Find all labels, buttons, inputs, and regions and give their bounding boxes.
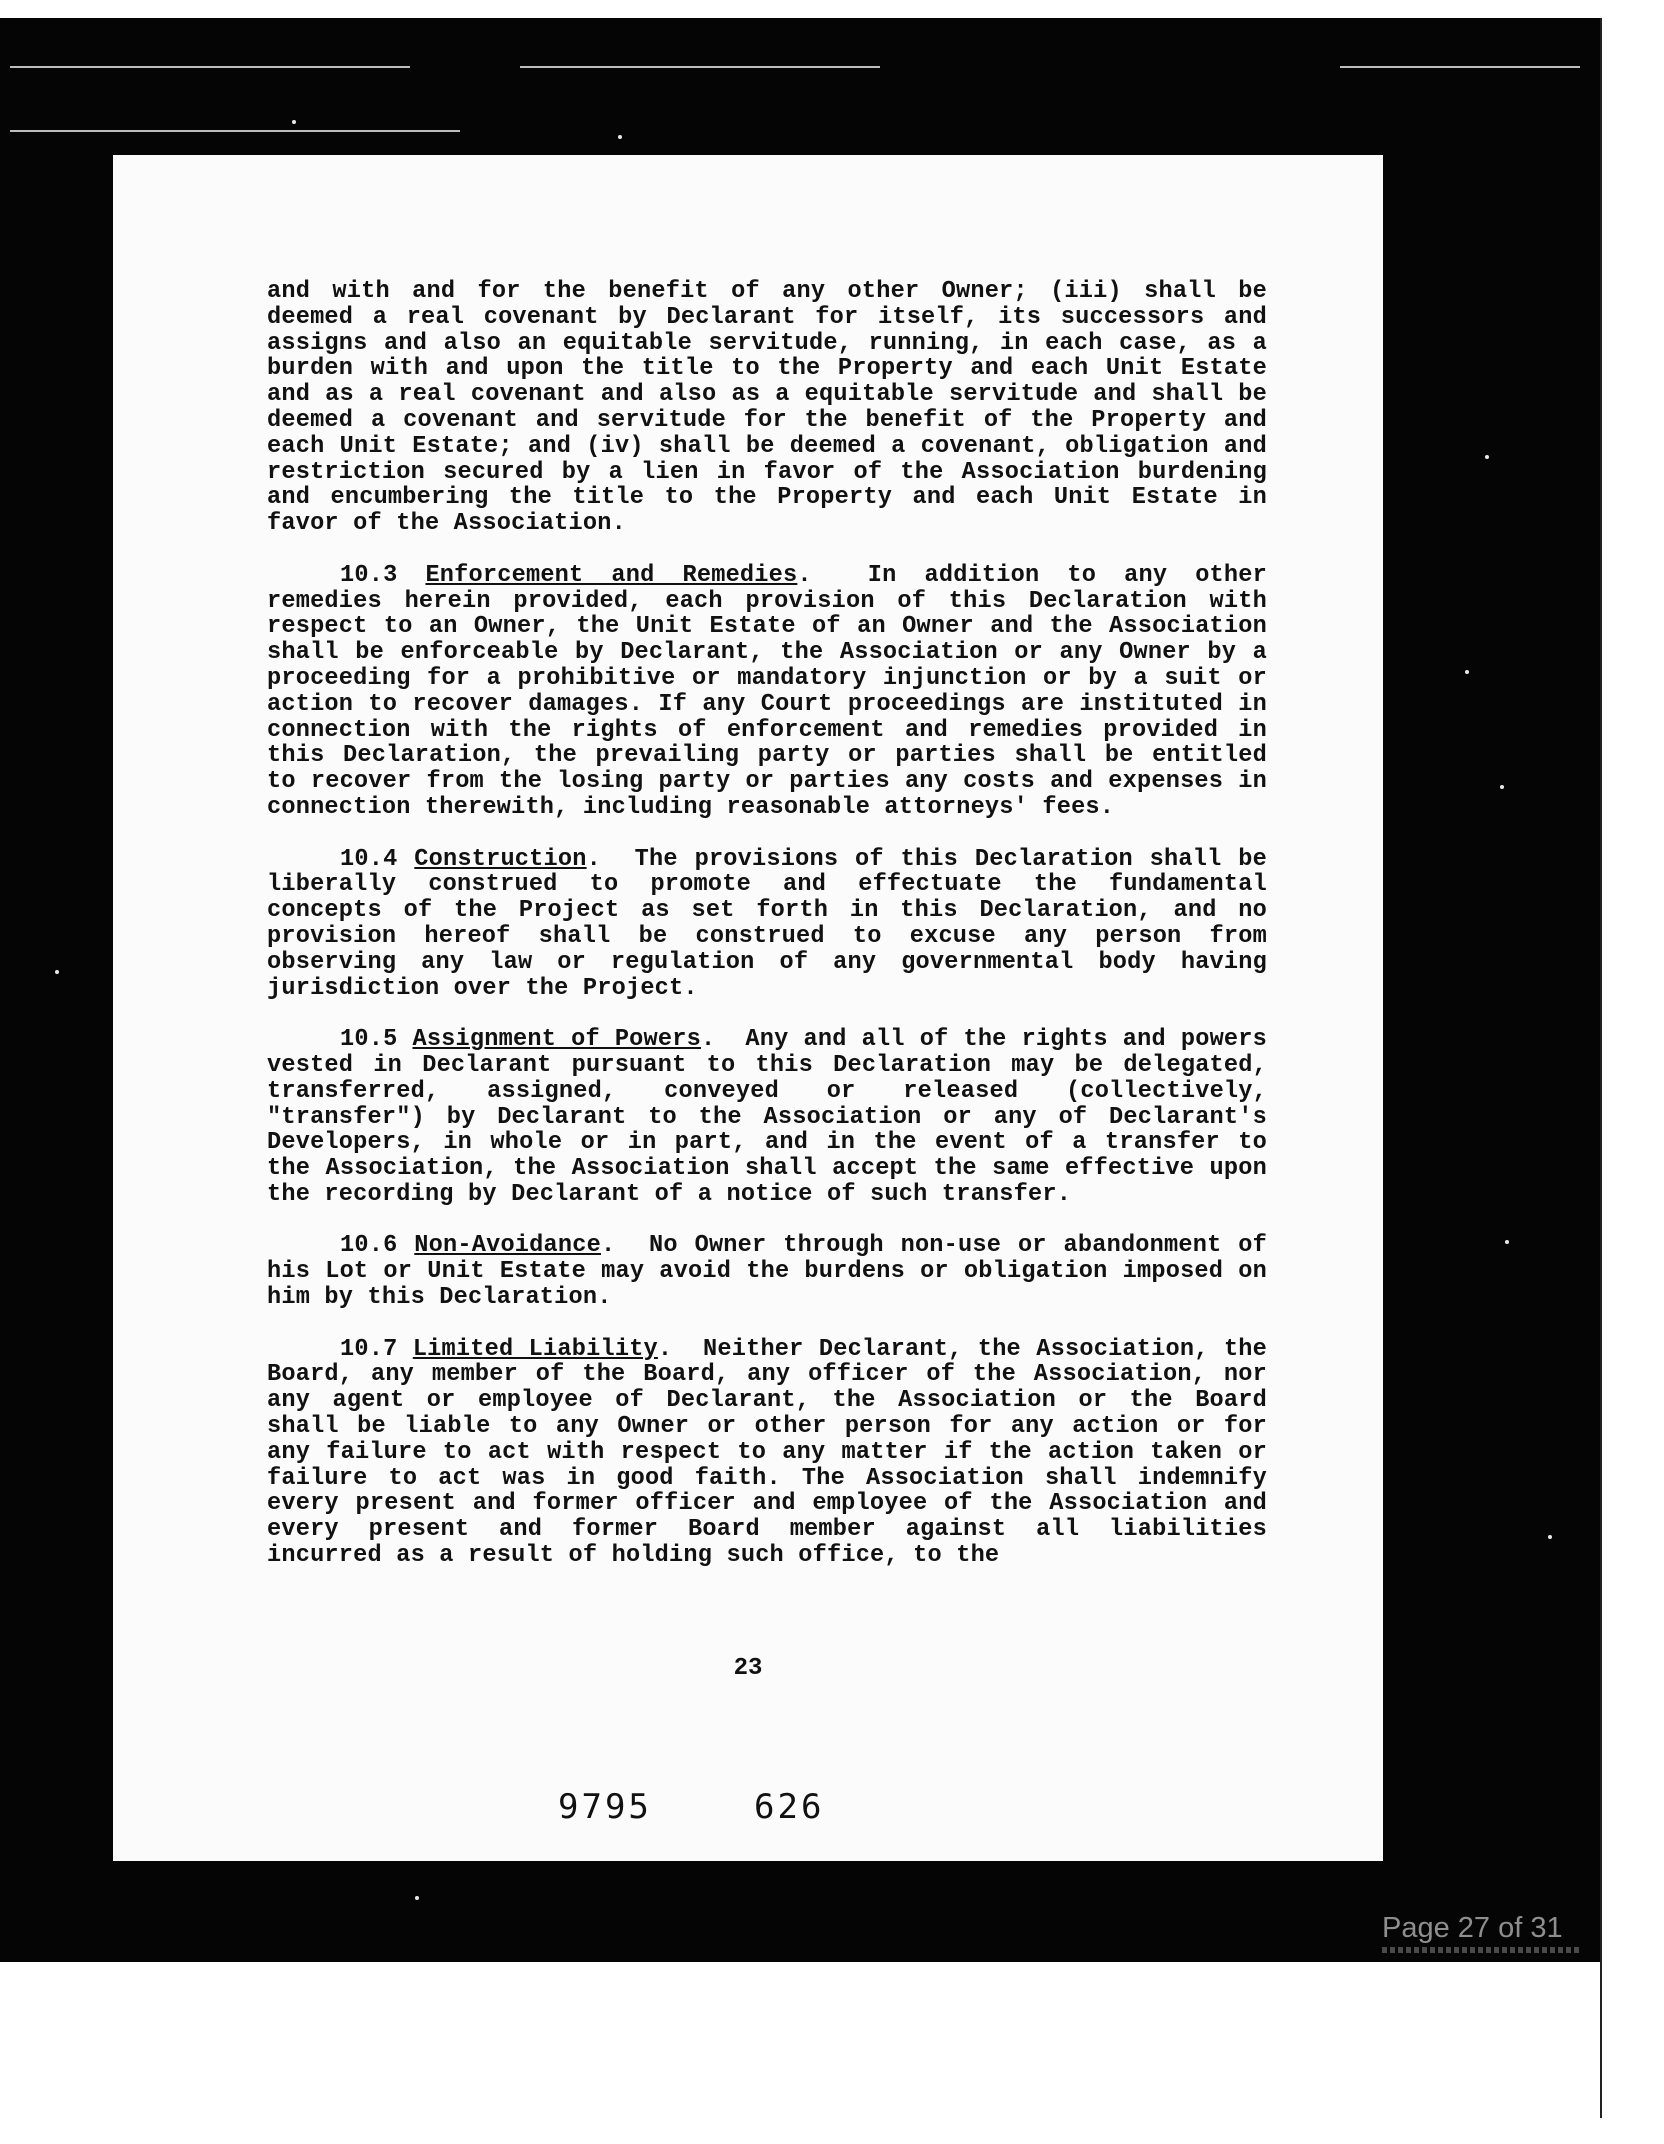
section-number: 10.5	[340, 1026, 398, 1054]
section-10-5: 10.5 Assignment of Powers. Any and all of the rights and powers vested in Declarant pursuant to this Declaration may be delegated, transferred, assigned, conveyed or released (collectively, "transfer") by Declarant to the Association or any of Declarant's Developers, in whole or in part, and in the event of a transfer to the Association, the Association shall accept the same effective upon the recording by Declarant of a notice of such transfer.	[267, 1026, 1267, 1208]
scan-speck	[618, 135, 622, 139]
section-heading: Construction	[414, 845, 587, 873]
section-10-6: 10.6 Non-Avoidance. No Owner through non-use or abandonment of his Lot or Unit Estate may avoid the burdens or obligation imposed on him by this Declaration.	[267, 1232, 1268, 1312]
section-text: In addition to any other remedies herein provided, each provision of this Declaration with respect to an Owner, the Unit Estate of an Owner and the Association shall be enforceable by Declarant, the Association or any Owner by a proceeding for a prohibitive or mandatory injunction or by a suit or action to recover damages. If any Court proceedings are instituted in connection with the rights of enforcement and remedies provided in this Declaration, the prevailing party or parties shall be entitled to recover from the losing party or parties any costs and expenses in connection therewith, including reasonable attorneys' fees.	[267, 561, 1267, 821]
scan-speck	[415, 1896, 419, 1900]
section-number: 10.6	[340, 1232, 398, 1260]
document-page	[113, 155, 1383, 1861]
section-heading: Limited Liability	[412, 1335, 658, 1363]
scan-speck	[292, 120, 296, 124]
scan-edge	[1600, 18, 1608, 2118]
paragraph-continuation	[267, 279, 1267, 537]
scan-speck	[1500, 785, 1504, 789]
scan-speck	[55, 970, 59, 974]
section-text: No Owner through non-use or abandonment of his Lot or Unit Estate may avoid the burdens or obligation imposed on him by this Declaration.	[267, 1232, 1268, 1312]
scan-speck	[1505, 1240, 1509, 1244]
scan-speck	[1548, 1535, 1552, 1539]
section-heading: Non-Avoidance	[414, 1232, 601, 1260]
section-text: Any and all of the rights and powers vested in Declarant pursuant to this Declaration may be delegated, transferred, assigned, conveyed or released (collectively, "transfer") by Declarant to the Association or any of Declarant's Developers, in whole or in part, and in the event of a transfer to the Association, the Association shall accept the same effective upon the recording by Declarant of a notice of such transfer.	[267, 1026, 1267, 1208]
section-number: 10.4	[340, 845, 398, 873]
section-text: Neither Declarant, the Association, the Board, any member of the Board, any officer of the Association, nor any agent or employee of Declarant, the Association or the Board shall be liable to any Owner or other person for any action or for any failure to act with respect to any matter if the action taken or failure to act was in good faith. The Association shall indemnify every present and former officer and employee of the Association and every present and former Board member against all liabilities incurred as a result of holding such office, to the	[267, 1335, 1268, 1570]
scan-artifact-line	[10, 66, 410, 68]
page-counter-underline	[1382, 1947, 1582, 1953]
section-text: The provisions of this Declaration shall be liberally construed to promote and effectuate the fundamental concepts of the Project as set forth in this Declaration, and no provision hereof shall be construed to excuse any person from observing any law or regulation of any governmental body having jurisdiction over the Project.	[267, 845, 1268, 1002]
section-heading: Assignment of Powers	[412, 1026, 701, 1054]
section-10-7: 10.7 Limited Liability. Neither Declarant, the Association, the Board, any member of the Board, any officer of the Association, nor any agent or employee of Declarant, the Association or the Board shall be liable to any Owner or other person for any action or for any failure to act with respect to any matter if the action taken or failure to act was in good faith. The Association shall indemnify every present and former officer and employee of the Association and every present and former Board member against all liabilities incurred as a result of holding such office, to the	[267, 1335, 1268, 1570]
scan-speck	[1465, 670, 1469, 674]
scan-artifact-line	[1340, 66, 1580, 68]
scan-speck	[1485, 455, 1489, 459]
page-number: 23	[733, 1655, 763, 1682]
recording-stamp-page: 626	[754, 1787, 825, 1827]
section-heading: Enforcement and Remedies	[425, 561, 798, 589]
section-number: 10.3	[340, 561, 398, 589]
section-10-3: 10.3 Enforcement and Remedies. In addition to any other remedies herein provided, each provision of this Declaration with respect to an Owner, the Unit Estate of an Owner and the Association shall be enforceable by Declarant, the Association or any Owner by a proceeding for a prohibitive or mandatory injunction or by a suit or action to recover damages. If any Court proceedings are instituted in connection with the rights of enforcement and remedies provided in this Declaration, the prevailing party or parties shall be entitled to recover from the losing party or parties any costs and expenses in connection therewith, including reasonable attorneys' fees.	[267, 561, 1267, 821]
document-body	[267, 279, 1267, 1595]
paragraph-text: and with and for the benefit of any other Owner; (iii) shall be deemed a real covenant by Declarant for itself, its successors and assigns and also an equitable servitude, running, in each case, as a burden with and upon the title to the Property and each Unit Estate and as a real covenant and also as a equitable servitude and shall be deemed a covenant and servitude for the benefit of the Property and each Unit Estate; and (iv) shall be deemed a covenant, obligation and restriction secured by a lien in favor of the Association burdening and encumbering the title to the Property and each Unit Estate in favor of the Association.	[267, 278, 1267, 538]
page-counter: Page 27 of 31	[1382, 1912, 1563, 1944]
section-number: 10.7	[340, 1335, 398, 1363]
scan-artifact-line	[520, 66, 880, 68]
recording-stamp-book: 9795	[558, 1787, 652, 1827]
scan-artifact-line	[10, 130, 460, 132]
section-10-4: 10.4 Construction. The provisions of this Declaration shall be liberally construed to promote and effectuate the fundamental concepts of the Project as set forth in this Declaration, and no provision hereof shall be construed to excuse any person from observing any law or regulation of any governmental body having jurisdiction over the Project.	[267, 845, 1268, 1002]
